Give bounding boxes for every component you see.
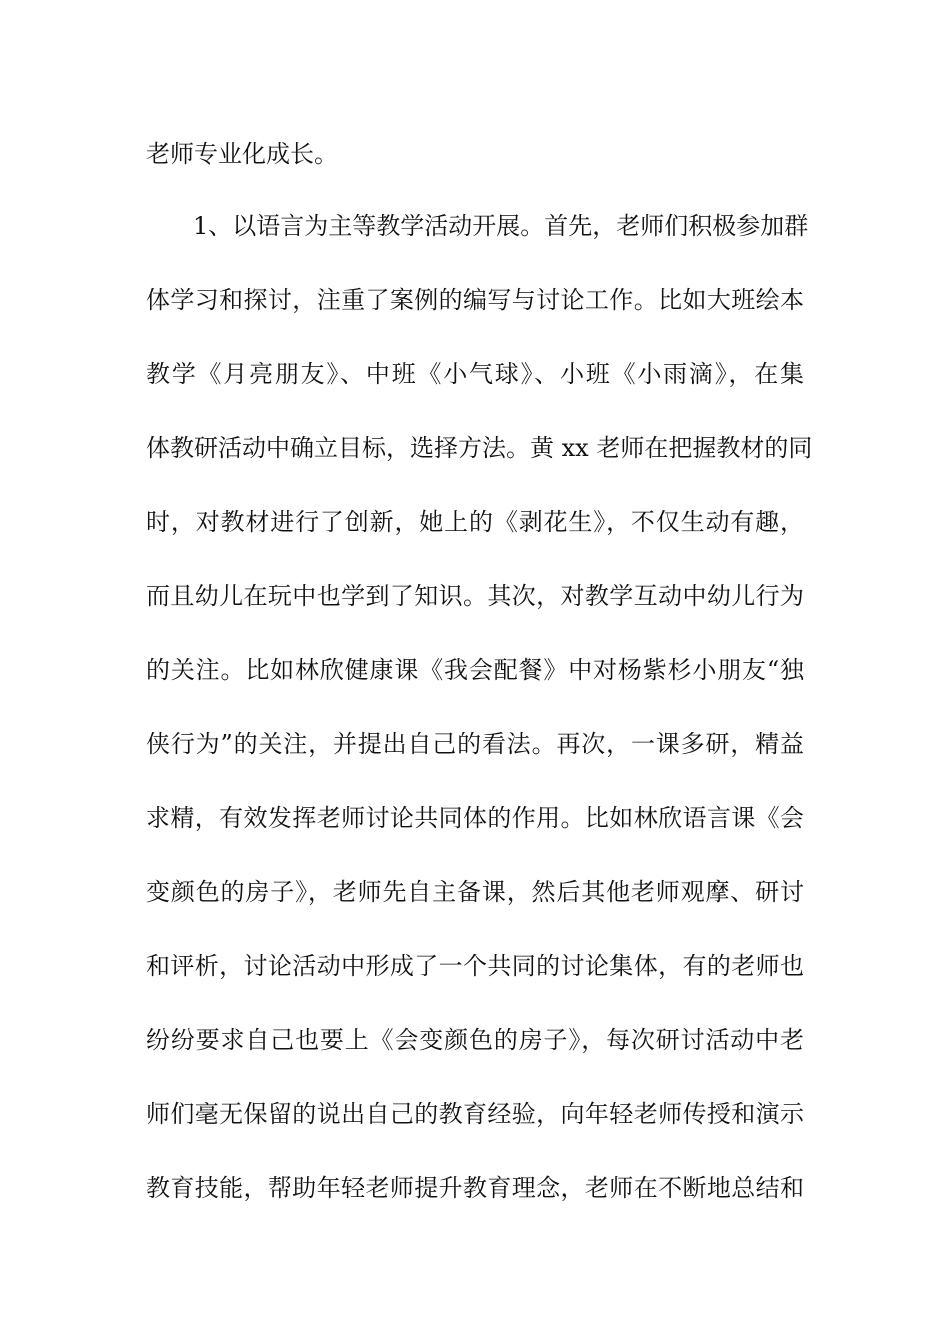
paragraph-first-line: 1、以语言为主等教学活动开展。首先，老师们积极参加群	[193, 212, 809, 240]
text-line: 纷纷要求自己也要上《会变颜色的房子》，每次研讨活动中老	[146, 1026, 804, 1054]
text-line: 而且幼儿在玩中也学到了知识。其次，对教学互动中幼儿行为	[146, 582, 804, 610]
text-line: 时，对教材进行了创新，她上的《剥花生》，不仅生动有趣，	[146, 508, 804, 536]
text-line: 求精，有效发挥老师讨论共同体的作用。比如林欣语言课《会	[146, 804, 804, 832]
text-line: 的关注。比如林欣健康课《我会配餐》中对杨紫杉小朋友“独	[146, 656, 804, 684]
text-line: 和评析，讨论活动中形成了一个共同的讨论集体，有的老师也	[146, 952, 804, 980]
text-line: 教育技能，帮助年轻老师提升教育理念，老师在不断地总结和	[146, 1174, 804, 1202]
text-line: 变颜色的房子》，老师先自主备课，然后其他老师观摩、研讨	[146, 878, 804, 906]
text-line: 体学习和探讨，注重了案例的编写与讨论工作。比如大班绘本	[146, 286, 804, 314]
text-line: 师们毫无保留的说出自己的教育经验，向年轻老师传授和演示	[146, 1100, 804, 1128]
text-line: 老师专业化成长。	[146, 140, 338, 168]
text-line: 体教研活动中确立目标，选择方法。黄 xx 老师在把握教材的同	[146, 434, 813, 462]
text-line: 教学《月亮朋友》、中班《小气球》、小班《小雨滴》，在集	[146, 360, 804, 388]
text-line: 侠行为”的关注，并提出自己的看法。再次，一课多研，精益	[146, 730, 804, 758]
